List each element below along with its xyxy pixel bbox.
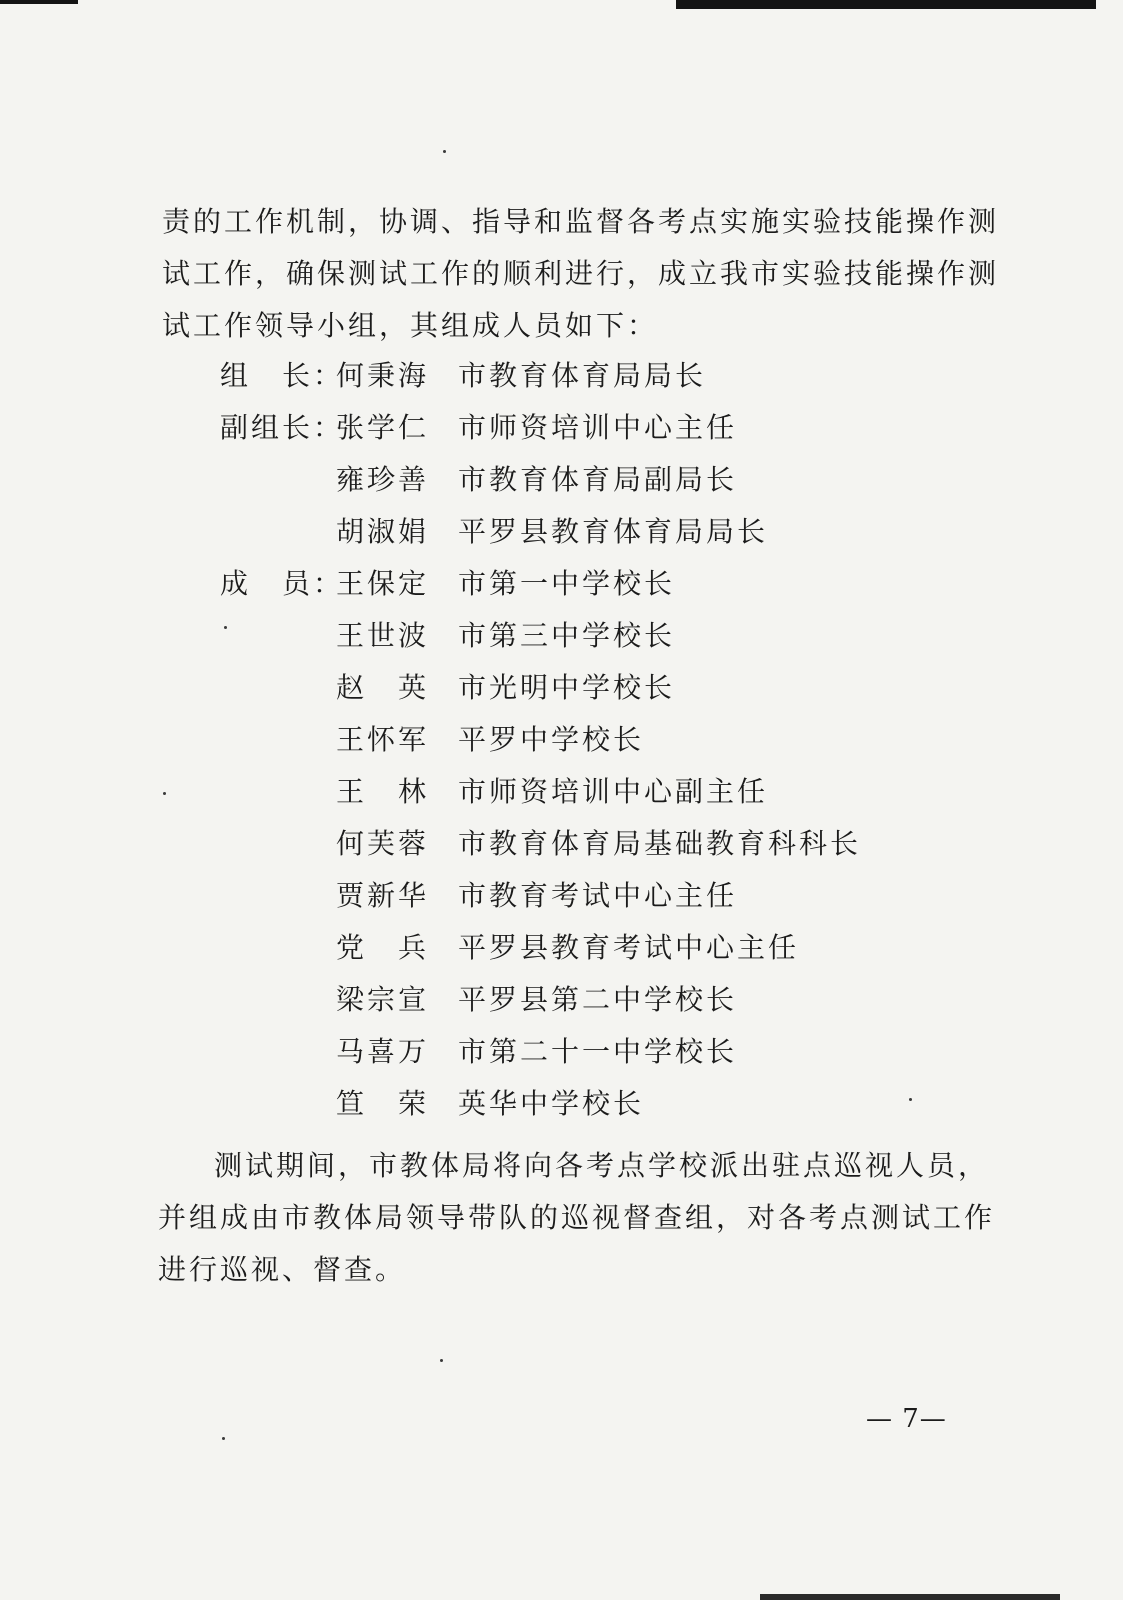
member-title: 平罗中学校长 bbox=[458, 723, 645, 756]
member-row bbox=[0, 974, 1123, 1026]
scan-speck bbox=[440, 1359, 443, 1362]
member-role: 成 员： bbox=[220, 567, 345, 600]
member-row bbox=[0, 506, 1123, 558]
scan-edge-mark bbox=[676, 0, 1096, 9]
member-name: 胡淑娟 bbox=[336, 515, 430, 548]
member-name: 笪 荣 bbox=[336, 1087, 430, 1120]
member-row bbox=[0, 1026, 1123, 1078]
member-row bbox=[0, 402, 1123, 454]
member-row bbox=[0, 1078, 1123, 1130]
body-paragraph bbox=[158, 1140, 1013, 1296]
member-list bbox=[0, 350, 1123, 1130]
member-row bbox=[0, 766, 1123, 818]
member-row bbox=[0, 350, 1123, 402]
member-title: 市教育体育局局长 bbox=[458, 359, 707, 392]
member-title: 市师资培训中心副主任 bbox=[458, 775, 769, 808]
member-title: 平罗县第二中学校长 bbox=[458, 983, 738, 1016]
member-name: 贾新华 bbox=[336, 879, 430, 912]
page-number: — 7— bbox=[866, 1404, 947, 1434]
member-title: 市第一中学校长 bbox=[458, 567, 676, 600]
paragraph-text: 测试期间，市教体局将向各考点学校派出驻点巡视人员，并组成由市教体局领导带队的巡视督查组，对各考点测试工作进行巡视、督查。 bbox=[158, 1149, 996, 1286]
member-title: 市师资培训中心主任 bbox=[458, 411, 738, 444]
member-row bbox=[0, 610, 1123, 662]
member-title: 平罗县教育体育局局长 bbox=[458, 515, 769, 548]
member-title: 市第三中学校长 bbox=[458, 619, 676, 652]
member-name: 张学仁 bbox=[336, 411, 430, 444]
member-role: 组 长： bbox=[220, 359, 345, 392]
member-row bbox=[0, 922, 1123, 974]
member-row bbox=[0, 558, 1123, 610]
member-row bbox=[0, 662, 1123, 714]
member-title: 市教育考试中心主任 bbox=[458, 879, 738, 912]
member-name: 梁宗宣 bbox=[336, 983, 430, 1016]
member-name: 何秉海 bbox=[336, 359, 430, 392]
member-name: 王世波 bbox=[336, 619, 430, 652]
member-title: 市光明中学校长 bbox=[458, 671, 676, 704]
scan-edge-mark bbox=[760, 1594, 1060, 1600]
member-row bbox=[0, 870, 1123, 922]
member-name: 雍珍善 bbox=[336, 463, 430, 496]
member-title: 平罗县教育考试中心主任 bbox=[458, 931, 800, 964]
body-paragraph: 责的工作机制，协调、指导和监督各考点实施实验技能操作测试工作，确保测试工作的顺利进行，成立我市实验技能操作测试工作领导小组，其组成人员如下： bbox=[162, 205, 1000, 342]
member-name: 党 兵 bbox=[336, 931, 430, 964]
member-row bbox=[0, 454, 1123, 506]
scan-speck bbox=[222, 1437, 225, 1440]
member-row bbox=[0, 818, 1123, 870]
member-name: 赵 英 bbox=[336, 671, 430, 704]
member-name: 王怀军 bbox=[336, 723, 430, 756]
member-title: 市第二十一中学校长 bbox=[458, 1035, 738, 1068]
member-title: 市教育体育局基础教育科科长 bbox=[458, 827, 862, 860]
member-name: 马喜万 bbox=[336, 1035, 430, 1068]
member-row bbox=[0, 714, 1123, 766]
member-title: 英华中学校长 bbox=[458, 1087, 645, 1120]
scan-edge-mark bbox=[0, 0, 78, 4]
member-name: 王 林 bbox=[336, 775, 430, 808]
member-role: 副组长： bbox=[220, 411, 345, 444]
member-name: 王保定 bbox=[336, 567, 430, 600]
member-title: 市教育体育局副局长 bbox=[458, 463, 738, 496]
member-name: 何芙蓉 bbox=[336, 827, 430, 860]
scan-speck bbox=[443, 150, 446, 153]
